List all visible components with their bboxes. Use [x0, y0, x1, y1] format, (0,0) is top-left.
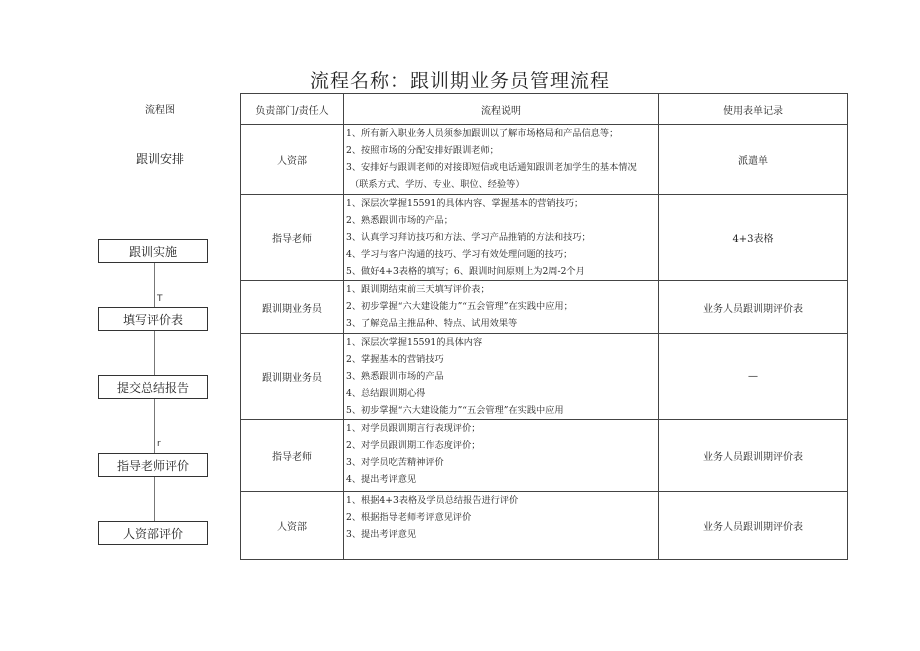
row-form: 派遣单 [659, 125, 848, 195]
connector-line [154, 331, 155, 375]
description-line: 2、熟悉跟训市场的产品； [346, 215, 453, 226]
row-dept: 指导老师 [241, 420, 344, 492]
description-line: 3、对学员吃苦精神评价 [346, 457, 444, 468]
description-line: 2、按照市场的分配安排好跟训老师； [346, 145, 499, 156]
row-description [344, 281, 659, 334]
description-line: 4、总结跟训期心得 [346, 388, 426, 399]
row-dept: 跟训期业务员 [241, 334, 344, 420]
description-line: 1、所有新入职业务人员须参加跟训以了解市场格局和产品信息等； [346, 128, 619, 139]
flow-box-hr-evaluation: 人资部评价 [98, 521, 208, 545]
description-line: 1、深层次掌握15591的具体内容、掌握基本的营销技巧； [346, 198, 584, 209]
connector-line [154, 263, 155, 307]
description-line: 3、提出考评意见 [346, 529, 417, 540]
table-row [241, 420, 848, 492]
page-title: 流程名称：跟训期业务员管理流程 [309, 70, 610, 92]
table-row [241, 125, 848, 195]
table-header-row [241, 94, 848, 125]
table-row [241, 281, 848, 334]
row-form: 业务人员跟训期评价表 [659, 420, 848, 492]
flowchart-header: 流程图 [145, 105, 175, 116]
description-line: 1、深层次掌握15591的具体内容 [346, 337, 483, 348]
row-dept: 跟训期业务员 [241, 281, 344, 334]
description-line: 2、掌握基本的营销技巧 [346, 354, 444, 365]
row-form: — [659, 334, 848, 420]
row-description [344, 125, 659, 195]
description-line: 4、学习与客户沟通的技巧、学习有效处理问题的技巧； [346, 249, 573, 260]
description-line: 4、提出考评意见 [346, 474, 417, 485]
connector-line [154, 399, 155, 453]
header-dept: 负责部门/责任人 [241, 94, 344, 125]
table-row [241, 492, 848, 560]
flow-box-mentor-evaluation: 指导老师评价 [98, 453, 208, 477]
row-dept: 指导老师 [241, 195, 344, 281]
description-line: 2、初步掌握“六大建设能力”“五会管理”在实践中应用； [346, 301, 573, 312]
header-description: 流程说明 [344, 94, 659, 125]
description-line: 5、初步掌握“六大建设能力”“五会管理”在实践中应用 [346, 405, 564, 416]
process-table [240, 93, 848, 560]
table-row [241, 334, 848, 420]
flow-start-label: 跟训安排 [135, 152, 184, 166]
flow-box-submit-report: 提交总结报告 [98, 375, 208, 399]
connector-line [154, 477, 155, 521]
description-line: 3、认真学习拜访技巧和方法、学习产品推销的方法和技巧； [346, 232, 591, 243]
description-line: 5、做好4+3表格的填写；6、跟训时间原则上为2周-2个月 [346, 266, 585, 277]
row-form: 4+3表格 [659, 195, 848, 281]
description-line: 3、了解竞品主推品种、特点、试用效果等 [346, 318, 518, 329]
row-description [344, 420, 659, 492]
flow-box-fill-evaluation: 填写评价表 [98, 307, 208, 331]
description-line: 1、根据4+3表格及学员总结报告进行评价 [346, 495, 519, 506]
connector-mark: r [157, 439, 161, 449]
description-line: 1、对学员跟训期言行表现评价； [346, 423, 481, 434]
row-dept: 人资部 [241, 492, 344, 560]
row-description [344, 334, 659, 420]
description-line: 1、跟训期结束前三天填写评价表； [346, 284, 490, 295]
description-line: 3、安排好与跟训老师的对接即短信或电话通知跟训老加学生的基本情况 [346, 162, 637, 173]
flow-box-training: 跟训实施 [98, 239, 208, 263]
header-form: 使用表单记录 [659, 94, 848, 125]
row-dept: 人资部 [241, 125, 344, 195]
row-form: 业务人员跟训期评价表 [659, 281, 848, 334]
description-line: 2、根据指导老师考评意见评价 [346, 512, 472, 523]
row-form: 业务人员跟训期评价表 [659, 492, 848, 560]
row-description [344, 195, 659, 281]
table-row [241, 195, 848, 281]
description-line: 2、对学员跟训期工作态度评价； [346, 440, 481, 451]
row-description [344, 492, 659, 560]
connector-mark: T [157, 294, 163, 304]
description-line: 3、熟悉跟训市场的产品 [346, 371, 444, 382]
description-line: （联系方式、学历、专业、职位、经验等） [350, 179, 525, 190]
